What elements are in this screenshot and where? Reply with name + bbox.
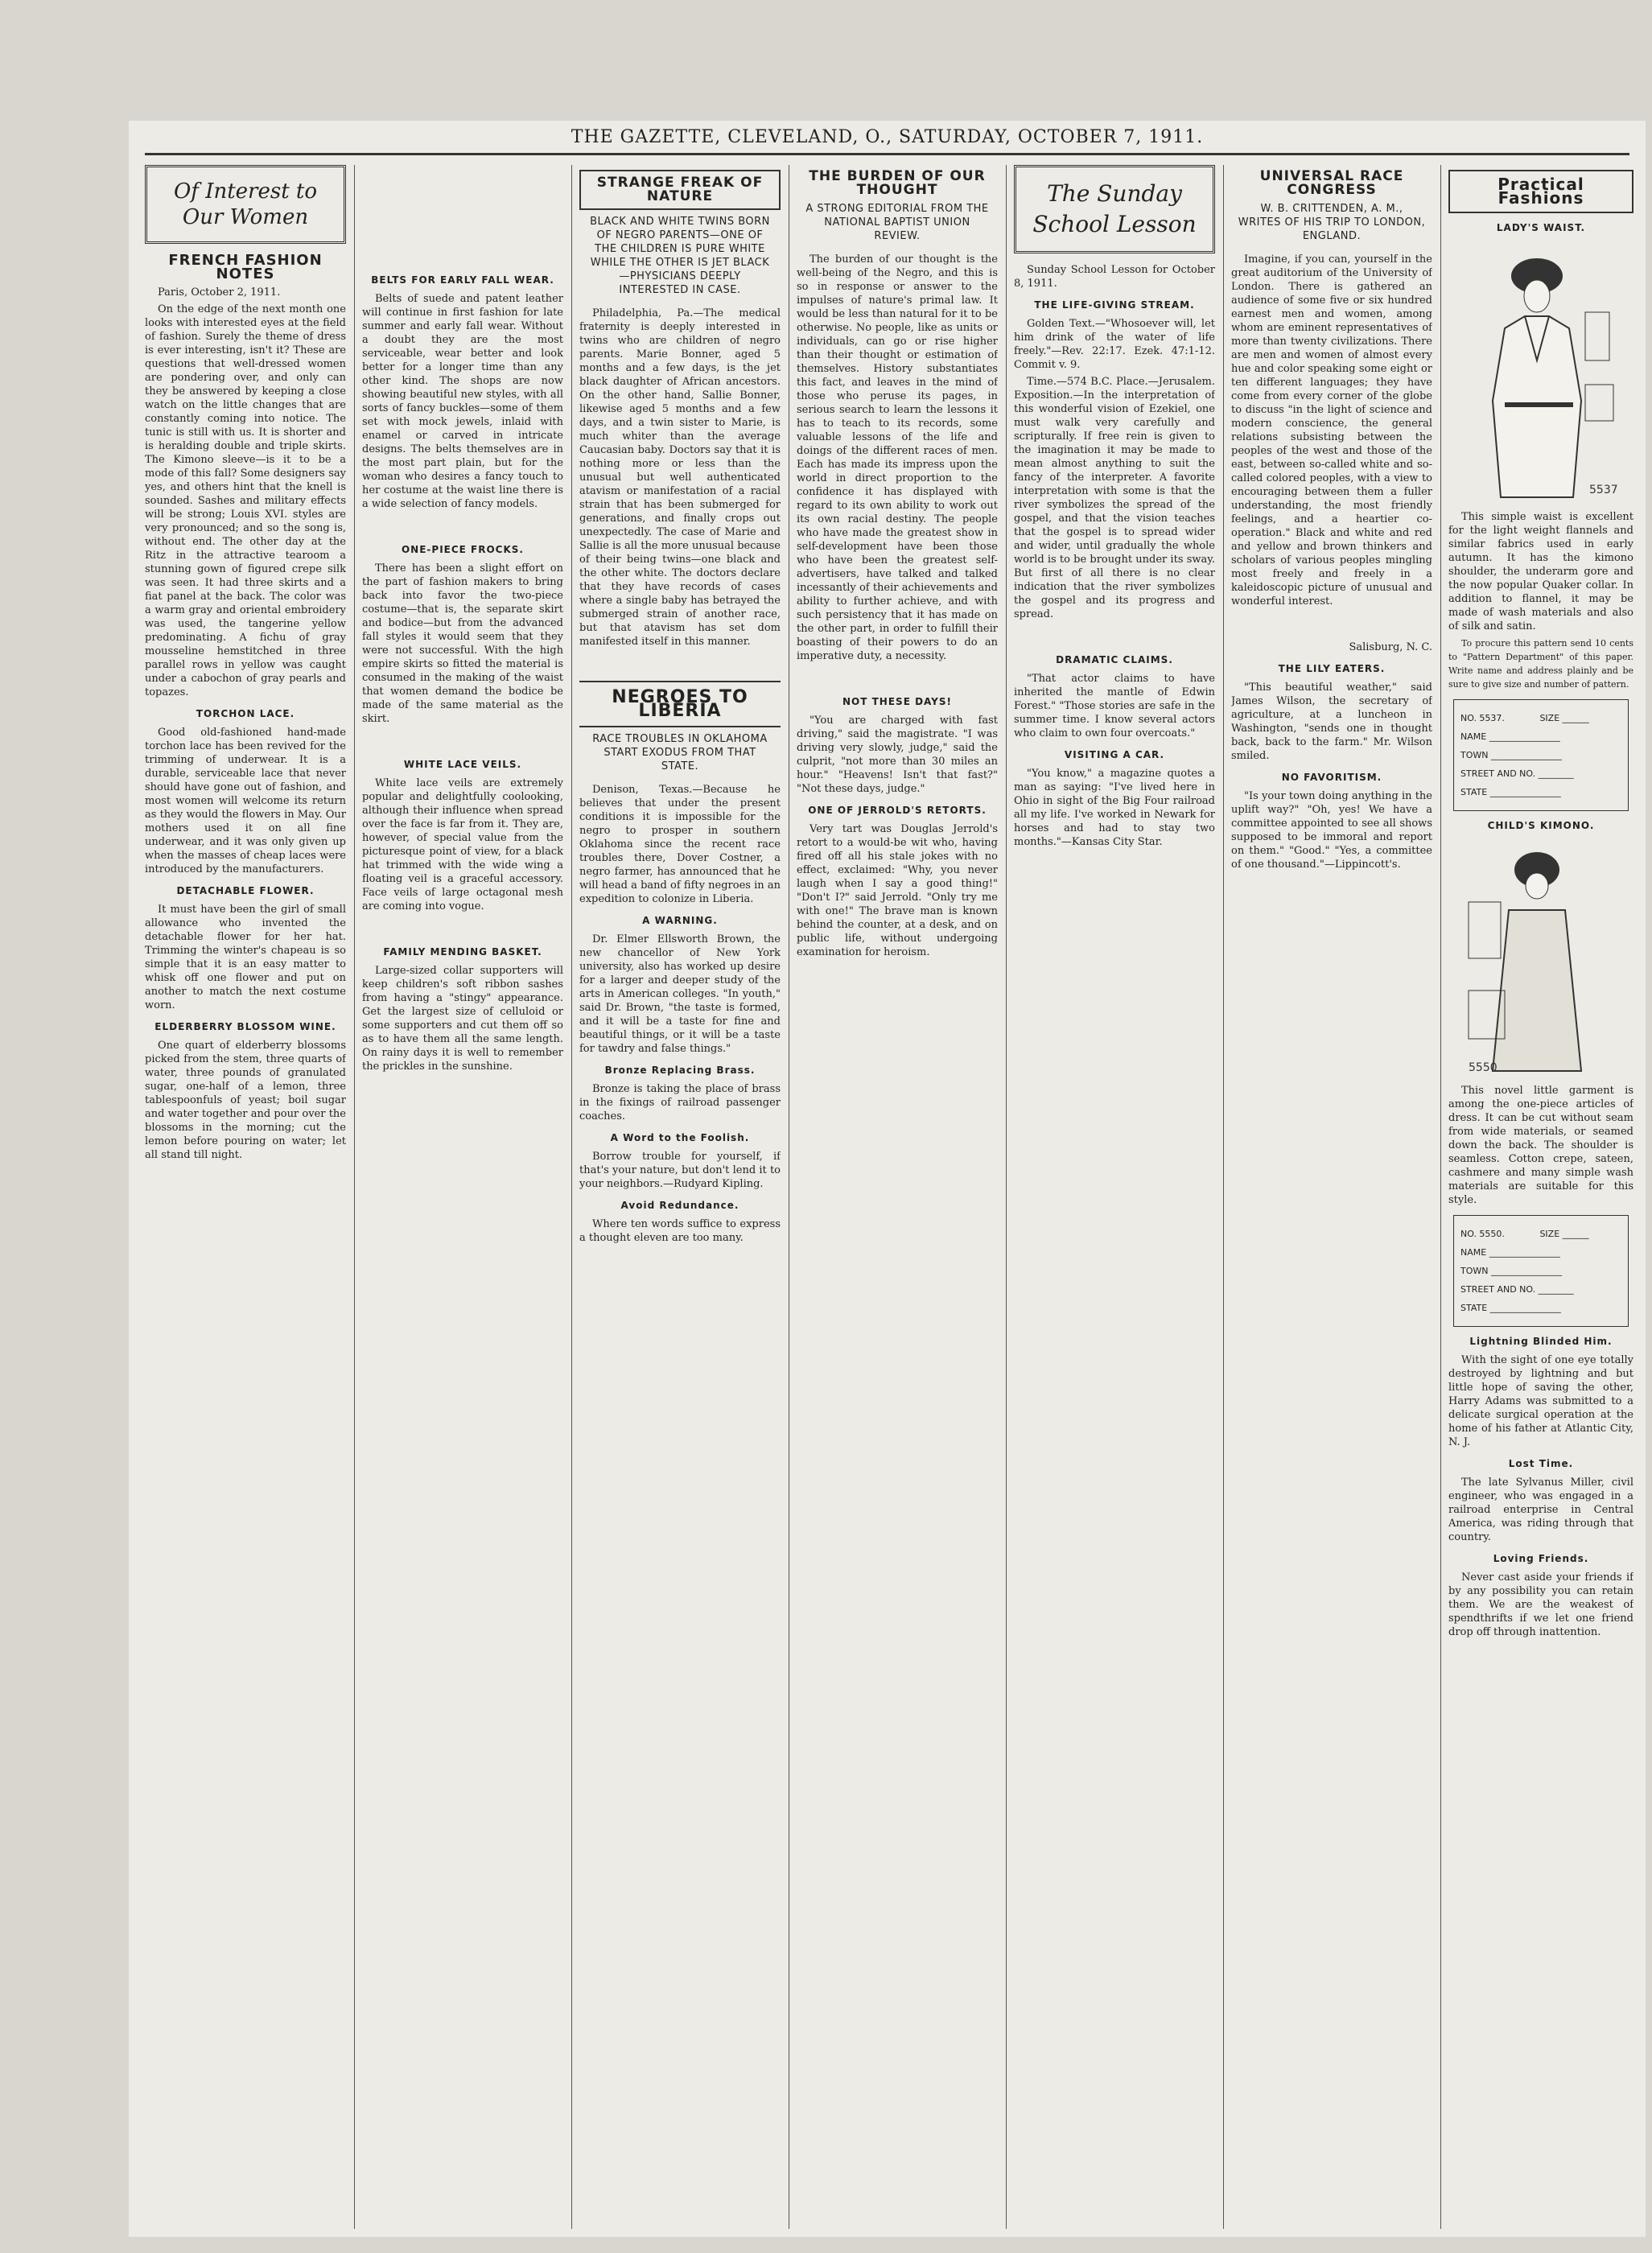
column-practical-fashions <box>1448 165 1633 2229</box>
women-section-title: Of Interest to Our Women <box>145 165 346 244</box>
veils-headline: WHITE LACE VEILS. <box>403 759 522 770</box>
jerrold-text: Very tart was Douglas Jerrold's retort to a would-be wit who, having fired off all his stale jokes with no effect, exclaimed: "Why, you never laugh when I say a good thing!" "Don't I?" said Jerrold. "Only try me with one!" The brave man is known behind the counter, at a desk, and on public life, without undergoing examination for heroism. <box>797 823 998 958</box>
form-name: NAME <box>1460 731 1487 742</box>
column-divider <box>1223 165 1224 2229</box>
strange-freak-text: Philadelphia, Pa.—The medical fraternity is deeply interested in twins who are children of negro parents. Marie Bonner, aged 5 months and a few days, is the jet black daughter of African ancestors. On the other hand, Sallie Bonner, likewise aged 5 months and a few days, and a twin sister to Marie, is much whiter than the average Caucasian baby. Doctors say that it is nothing more or less than the unusual but well authenticated atavism or manifestation of a racial strain that has been submerged for generations, and finally crops out unexpectedly. The case of Marie and Sallie is all the more unusual because of their being twins—one black and the other white. The doctors declare that they have records of cases where a single baby has betrayed the submerged strain of another race, but that atavism has set dom manifested itself in this manner. <box>579 307 781 648</box>
strange-freak-headline: STRANGE FREAK OF NATURE <box>579 170 781 210</box>
column-sunday-school <box>1014 165 1215 2229</box>
frocks-text: There has been a slight effort on the part of fashion makers to bring back into favor the two-piece costume—that is, the separate skirt and bodice—but from the advanced fall styles it would seem that they were not successful. With the high empire skirts so fitted the material is consumed in the making of the waist that women demand the bodice be made of the same material as the skirt. <box>362 562 563 725</box>
lightning-headline: Lightning Blinded Him. <box>1469 1336 1613 1347</box>
burden-text: The burden of our thought is the well-being of the Negro, and this is so in response or answer to the impulses of nature's primal law. It would be less than natural for it to be otherwise. No people, like as units or individuals, can go or rise higher than their thought or estimation of themselves. History substantiates this fact, and leaves in the mind of those who peruse its pages, in serious search to learn the lessons it has to teach to its records, some valuable lessons of the life and doings of the different races of men. Each has made its impress upon the world in direct proportion to the confidence it has displayed with regard to its own ability to work out its own racial destiny. The people who have made the greatest show in self-development have been those who have been the greatest self-advertisers, have talked and talked incessantly of their achievements and ability to further achieve, and with such persistency that it has made on the other part, in order to fulfill their boasting of their powers to do an imperative duty, a necessity. <box>797 253 998 662</box>
foolish-text: Borrow trouble for yourself, if that's your nature, but don't lend it to your neighbors.—Rudyard Kipling. <box>579 1151 781 1190</box>
redundance-headline: Avoid Redundance. <box>620 1200 739 1211</box>
visiting-car-text: "You know," a magazine quotes a man as saying: "I've lived here in Ohio in sight of the Big Four railroad all my life. I've worked in Newark for horses and had to stay two months."—Kansas City Star. <box>1014 768 1215 848</box>
torchon-lace-text: Good old-fashioned hand-made torchon lace has been revived for the trimming of underwear. It is a durable, serviceable lace that never should have gone out of fashion, and most women will welcome its return as they would the flowers in May. Our mothers used it on all fine underwear, and it was only given up when the masses of cheap laces were introduced by the manufacturers. <box>145 727 346 875</box>
column-divider <box>571 165 572 2229</box>
form-street: STREET AND NO. <box>1460 768 1536 779</box>
practical-fashions-title: Practical Fashions <box>1448 170 1633 213</box>
french-fashion-text: On the edge of the next month one looks with interested eyes at the field of fashion. Surely the theme of dress is ever interesting, isn't it? These are questions that well-dressed women are pondering over, and only can they be answered by keeping a close watch on the little changes that are constantly coming into notice. The tunic is still with us. It is shorter and is heralding double and triple skirts. The Kimono sleeve—is it to be a mode of this fall? Some designers say yes, and others hint that the knell is sounded. Sashes and military effects will be strong; Louis XVI. styles are very pronounced; and so the song is, without end. The other day at the Ritz in the attractive tearoom a stunning gown of figured crepe silk was seen. It had three skirts and a fiat panel at the back. The color was a warm gray and oriental embroidery was used, the tangerine yellow predominating. A fichu of gray mousseline hemstitched in three parallel rows in yellow was caught under a cabochon of gray pearls and topazes. <box>145 303 346 698</box>
french-fashion-headline: FRENCH FASHION NOTES <box>168 252 323 282</box>
form-size: SIZE <box>1539 1229 1560 1239</box>
form-state: STATE <box>1460 787 1488 797</box>
not-these-days-headline: NOT THESE DAYS! <box>842 696 952 707</box>
redundance-text: Where ten words suffice to express a thought eleven are too many. <box>579 1218 781 1244</box>
warning-text: Dr. Elmer Ellsworth Brown, the new chancellor of New York university, also has worked up desire for a larger and deeper study of the arts in American colleges. "In youth," said Dr. Brown, "the taste is formed, and it will be a taste for fine and beautiful things, or it will be a taste for tawdry and false things." <box>579 933 781 1055</box>
belts-headline: BELTS FOR EARLY FALL WEAR. <box>371 274 554 286</box>
golden-text: Golden Text.—"Whosoever will, let him drink of the water of life freely."—Rev. 22:17. Ezek. 47:1-12. Commit v. 9. <box>1014 318 1215 371</box>
race-congress-headline: UNIVERSAL RACE CONGRESS <box>1259 168 1404 198</box>
burden-deck: A STRONG EDITORIAL FROM THE NATIONAL BAPTIST UNION REVIEW. <box>805 203 989 242</box>
masthead-rule <box>145 153 1629 155</box>
no-favoritism-text: "Is your town doing anything in the uplift way?" "Oh, yes! We have a committee appointed to see all shows supposed to be immoral and report on them." "Good." "Yes, a committee of one thousand."—Lippincott's. <box>1231 790 1432 871</box>
childs-kimono-text: This novel little garment is among the one-piece articles of dress. It can be cut without seam from wide materials, or seamed down the back. The shoulder is seamless. Cotton crepe, sateen, cashmere and many simple wash materials are suitable for this style. <box>1448 1085 1633 1206</box>
liberia-headline: NEGROES TO LIBERIA <box>579 681 781 727</box>
strange-freak-deck: BLACK AND WHITE TWINS BORN OF NEGRO PARENTS—ONE OF THE CHILDREN IS PURE WHITE WHILE THE OTHER IS JET BLACK—PHYSICIANS DEEPLY INTERESTED IN CASE. <box>590 216 770 296</box>
lost-time-text: The late Sylvanus Miller, civil engineer, who was engaged in a railroad enterprise in Central America, was riding through that country. <box>1448 1477 1633 1543</box>
column-strange-freak <box>579 165 781 2229</box>
ladys-waist-number: 5537 <box>1589 484 1618 496</box>
frocks-headline: ONE-PIECE FROCKS. <box>401 544 524 555</box>
ladys-waist-text: This simple waist is excellent for the light weight flannels and similar fabrics used in early autumn. It has the kimono shoulder, the underarm gore and the now popular Quaker collar. In addition to flannel, it may be made of wash materials and also of silk and satin. <box>1448 511 1633 632</box>
life-giving-stream-headline: THE LIFE-GIVING STREAM. <box>1034 299 1195 311</box>
detachable-flower-headline: DETACHABLE FLOWER. <box>176 885 315 896</box>
column-burden <box>797 165 998 2229</box>
basket-headline: FAMILY MENDING BASKET. <box>383 946 542 958</box>
column-women <box>145 165 346 2229</box>
column-divider <box>1006 165 1007 2229</box>
sunday-school-text: Time.—574 B.C. Place.—Jerusalem. Exposition.—In the interpretation of this wonderful vision of Ezekiel, one must walk very carefully and scripturally. If free rein is given to the imagination it may be made to mean almost anything to suit the fancy of the interpreter. A favorite interpretation with some is that the river symbolizes the spread of the gospel, and that the vision teaches that the gospel is to spread wider and wider, until gradually the whole world is to be brought under its sway. But first of all there is no clear indication that the river symbolizes the gospel and its progress and spread. <box>1014 376 1215 620</box>
form-state: STATE <box>1460 1303 1488 1313</box>
foolish-headline: A Word to the Foolish. <box>610 1132 750 1143</box>
liberia-deck: RACE TROUBLES IN OKLAHOMA START EXODUS FROM THAT STATE. <box>592 733 768 772</box>
loving-friends-text: Never cast aside your friends if by any possibility you can retain them. We are the weakest of spendthrifts if we let one friend drop off through inattention. <box>1448 1571 1633 1638</box>
childs-kimono-number: 5550 <box>1469 1061 1498 1074</box>
form-town: TOWN <box>1460 750 1489 760</box>
not-these-days-text: "You are charged with fast driving," said the magistrate. "I was driving very slowly, judge," said the culprit, "not more than 30 miles an hour." "Heavens! Isn't that fast?" "Not these days, judge." <box>797 715 998 795</box>
sunday-school-title <box>1014 165 1215 253</box>
pattern-order-form[interactable]: NO. 5537. SIZE ______ NAME ________________ TOWN ________________ STREET AND NO. ________ STATE ________________ <box>1453 699 1629 811</box>
column-race-congress <box>1231 165 1432 2229</box>
elderberry-text: One quart of elderberry blossoms picked from the stem, three quarts of water, three pounds of granulated sugar, one-half of a lemon, three tablespoonfuls of yeast; boil sugar and water together and pour over the blossoms in the morning; cut the lemon before pouring on water; let all stand till night. <box>145 1040 346 1161</box>
warning-headline: A WARNING. <box>642 915 718 926</box>
ladys-waist-label: LADY'S WAIST. <box>1496 222 1586 233</box>
sunday-school-title-line2: School Lesson <box>1032 211 1197 237</box>
pattern-order-form[interactable]: NO. 5550. SIZE ______ NAME ________________ TOWN ________________ STREET AND NO. ________ STATE ________________ <box>1453 1215 1629 1327</box>
belts-text: Belts of suede and patent leather will continue in first fashion for late summer and early fall wear. Without a doubt they are the most serviceable, wear better and look better for a longer time than any other kind. The shops are now showing beautiful new styles, with all sorts of fancy buckles—some of them set with mock jewels, inlaid with enamel or carved in intricate designs. The belts themselves are in the most part plain, but for the woman who desires a fancy touch to her costume at the waist line there is a wide selection of fancy models. <box>362 293 563 510</box>
sunday-school-intro: Sunday School Lesson for October 8, 1911. <box>1014 264 1215 290</box>
form-town: TOWN <box>1460 1266 1489 1276</box>
elderberry-headline: ELDERBERRY BLOSSOM WINE. <box>154 1021 336 1032</box>
detachable-flower-text: It must have been the girl of small allowance who invented the detachable flower for her hat. Trimming the winter's chapeau is so simple that it is an easy matter to whisk off one flower and put on another to match the next costume worn. <box>145 904 346 1011</box>
order-note: To procure this pattern send 10 cents to "Pattern Department" of this paper. Write name and address plainly and be sure to give size and number of pattern. <box>1448 638 1633 690</box>
lost-time-headline: Lost Time. <box>1508 1458 1574 1469</box>
form-name: NAME <box>1460 1247 1487 1258</box>
veils-text: White lace veils are extremely popular and delightfully coolooking, although their influence when spread over the face is far from it. They are, however, of special value from the picturesque point of view, for a black hat trimmed with the wide wing a floating veil is a graceful accessory. Face veils of large octagonal mesh are coming into vogue. <box>362 777 563 912</box>
lily-eaters-text: "This beautiful weather," said James Wilson, the secretary of agriculture, at a luncheon in Washington, "sends one in thought back, back to the farm." Mr. Wilson smiled. <box>1231 682 1432 762</box>
sunday-school-title-line1: The Sunday <box>1047 180 1182 207</box>
form-size: SIZE <box>1539 713 1560 723</box>
torchon-lace-headline: TORCHON LACE. <box>196 708 295 719</box>
jerrold-headline: ONE OF JERROLD'S RETORTS. <box>808 805 987 816</box>
childs-kimono-illustration <box>1460 838 1621 1079</box>
ladys-waist-illustration <box>1460 240 1621 505</box>
form-no: NO. 5537. <box>1460 713 1505 723</box>
basket-text: Large-sized collar supporters will keep children's soft ribbon sashes from having a "stingy" appearance. Get the largest size of celluloid or some supporters and cut them off so as to have them all the same length. On rainy days it is well to remember the prickles in the sunshine. <box>362 965 563 1073</box>
loving-friends-headline: Loving Friends. <box>1493 1553 1589 1564</box>
french-fashion-dateline: Paris, October 2, 1911. <box>158 286 281 299</box>
dramatic-claims-headline: DRAMATIC CLAIMS. <box>1056 654 1173 665</box>
lightning-text: With the sight of one eye totally destroyed by lightning and but little hope of saving the other, Harry Adams was submitted to a delicate surgical operation at the home of his father at Atlantic City, N. J. <box>1448 1354 1633 1448</box>
visiting-car-headline: VISITING A CAR. <box>1064 749 1165 760</box>
brass-text: Bronze is taking the place of brass in the fixings of railroad passenger coaches. <box>579 1083 781 1122</box>
form-street: STREET AND NO. <box>1460 1284 1536 1295</box>
burden-headline: THE BURDEN OF OUR THOUGHT <box>809 168 986 198</box>
lily-eaters-headline: THE LILY EATERS. <box>1278 663 1386 674</box>
liberia-text: Denison, Texas.—Because he believes that under the present conditions it is impossible for the negro to prosper in southern Oklahoma since the recent race troubles there, Dover Costner, a negro farmer, has announced that he will head a band of fifty negroes in an expedition to colonize in Liberia. <box>579 784 781 905</box>
brass-headline: Bronze Replacing Brass. <box>604 1065 756 1076</box>
newspaper-page <box>129 121 1646 2237</box>
childs-kimono-label: CHILD'S KIMONO. <box>1487 820 1595 831</box>
form-no: NO. 5550. <box>1460 1229 1505 1239</box>
masthead: THE GAZETTE, CLEVELAND, O., SATURDAY, OCTOBER 7, 1911. <box>571 127 1204 147</box>
race-congress-signoff: Salisburg, N. C. <box>1349 641 1432 653</box>
column-fashion-notes <box>362 266 563 2229</box>
dramatic-claims-text: "That actor claims to have inherited the mantle of Edwin Forest." "Those stories are safe in the summer time. I know several actors who claim to own four overcoats." <box>1014 673 1215 739</box>
column-divider <box>354 165 355 2229</box>
column-divider <box>1440 165 1441 2229</box>
no-favoritism-headline: NO FAVORITISM. <box>1281 772 1382 783</box>
race-congress-text: Imagine, if you can, yourself in the great auditorium of the University of London. There is gathered an audience of some five or six hundred earnest men and women, among whom are eminent representatives of more than twenty civilizations. There are men and women of almost every hue and color speaking some eight or ten different languages; they have come from every corner of the globe to discuss "in the light of science and modern conscience, the general relations subsisting between the peoples of the west and those of the east, between so-called white and so-called colored peoples, with a view to encouraging between them a fuller understanding, the most friendly feelings, and a heartier co-operation." Black and white and red and yellow and brown thinkers and scholars of various peoples mingling most freely and freely in a kaleidoscopic picture of unusual and wonderful interest. <box>1231 253 1432 608</box>
race-congress-deck: W. B. CRITTENDEN, A. M., WRITES OF HIS TRIP TO LONDON, ENGLAND. <box>1238 203 1426 242</box>
